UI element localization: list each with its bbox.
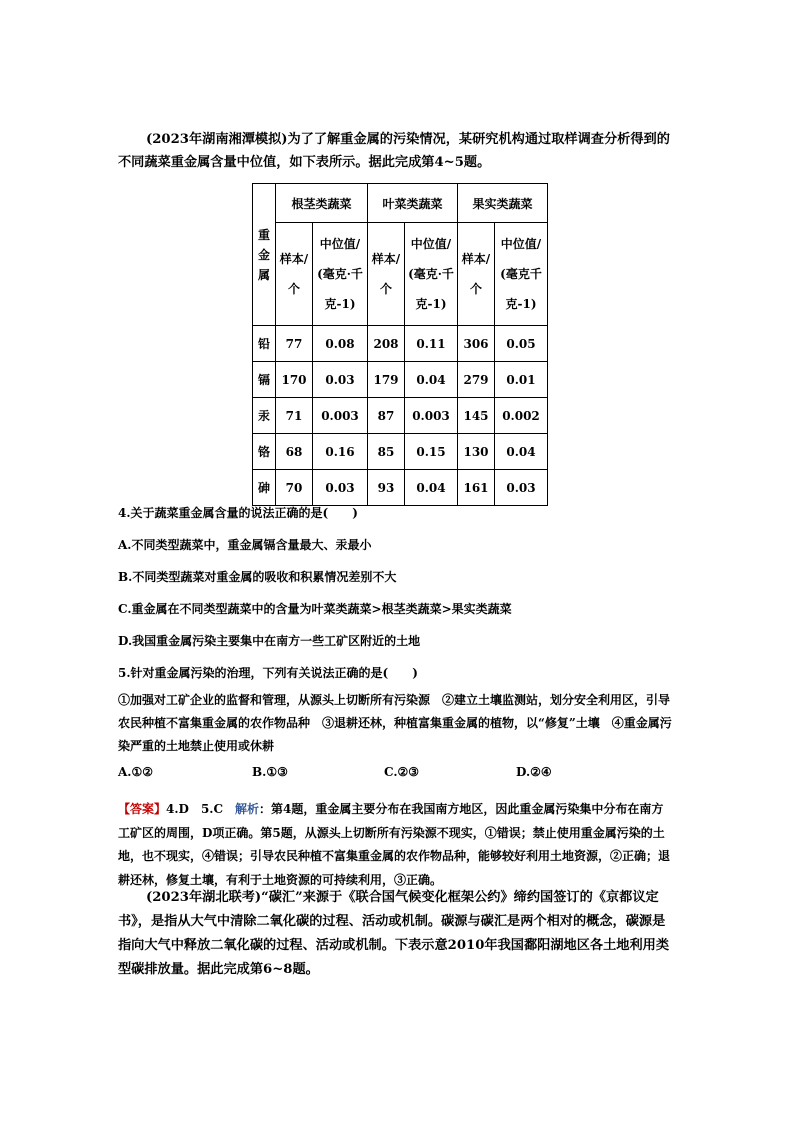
metal-name: 镉 [253, 362, 276, 398]
table-cell: 70 [276, 470, 313, 506]
question-5-option-c: C.②③ [384, 765, 420, 779]
table-cell: 145 [458, 398, 495, 434]
table-cell: 179 [368, 362, 405, 398]
question-4-option-a: A.不同类型蔬菜中，重金属镉含量最大、汞最小 [118, 538, 372, 552]
table-cell: 0.002 [495, 398, 548, 434]
table-cell: 77 [276, 326, 313, 362]
subheader-median-text: 中位值/(毫克千克-1) [500, 237, 542, 311]
table-cell: 161 [458, 470, 495, 506]
subheader-median [495, 223, 548, 326]
table-cell: 0.03 [495, 470, 548, 506]
question-5-option-d: D.②④ [516, 765, 552, 779]
table-row [253, 398, 548, 434]
table-cell: 0.15 [405, 434, 458, 470]
table-cell: 0.04 [495, 434, 548, 470]
subheader-sample-text: 样本/个 [279, 252, 309, 296]
table-cell: 0.08 [313, 326, 368, 362]
table-cell: 87 [368, 398, 405, 434]
table-cell: 0.04 [405, 470, 458, 506]
corner-label: 重金属 [258, 227, 271, 282]
table-cell: 0.11 [405, 326, 458, 362]
table-cell: 0.16 [313, 434, 368, 470]
subheader-sample-text: 样本/个 [371, 252, 401, 296]
subheader-sample-text: 样本/个 [461, 252, 491, 296]
group-header-fruit: 果实类蔬菜 [458, 184, 548, 223]
table-row [253, 362, 548, 398]
analysis-label: 解析 [235, 802, 260, 816]
answer-keys: 4.D 5.C [166, 802, 236, 816]
subheader-sample [276, 223, 313, 326]
metal-name: 砷 [253, 470, 276, 506]
subheader-median-text: 中位值/(毫克·千克-1) [408, 237, 454, 311]
table-cell: 170 [276, 362, 313, 398]
metal-name: 铅 [253, 326, 276, 362]
table-cell: 306 [458, 326, 495, 362]
table-row [253, 434, 548, 470]
answer-tag: 【答案】 [118, 802, 167, 816]
subheader-sample [458, 223, 495, 326]
metal-name: 汞 [253, 398, 276, 434]
question-5-body: ①加强对工矿企业的监督和管理，从源头上切断所有污染源 ②建立土壤监测站，划分安全利用区，引导农民种植不富集重金属的农作物品种 ③退耕还林，种植富集重金属的植物，以“修复”土壤 ④重金属污染严重的土地禁止使用或休耕 [118, 693, 672, 753]
question-5-option-b: B.①③ [252, 765, 288, 779]
table-cell: 71 [276, 398, 313, 434]
table-cell: 279 [458, 362, 495, 398]
subheader-median [405, 223, 458, 326]
table-cell: 93 [368, 470, 405, 506]
heavy-metal-table [252, 183, 548, 506]
table-cell: 0.01 [495, 362, 548, 398]
metal-name: 铬 [253, 434, 276, 470]
intro-paragraph-1: (2023年湖南湘潭模拟)为了了解重金属的污染情况，某研究机构通过取样调查分析得到的不同蔬菜重金属含量中位值，如下表所示。据此完成第4~5题。 [118, 132, 670, 170]
answer-block [118, 798, 673, 892]
group-header-leaf: 叶菜类蔬菜 [368, 184, 458, 223]
question-4-option-b: B.不同类型蔬菜对重金属的吸收和积累情况差别不大 [118, 570, 397, 584]
subheader-median-text: 中位值/(毫克·千克-1) [317, 237, 363, 311]
table-corner-header [253, 184, 276, 326]
table-cell: 0.05 [495, 326, 548, 362]
analysis-text: ：第4题，重金属主要分布在我国南方地区，因此重金属污染集中分布在南方工矿区的周围，D项正确。第5题，从源头上切断所有污染源不现实，①错误；禁止使用重金属污染的土地，也不现实，④错误；引导农民种植不富集重金属的农作物品种，能够较好利用土地资源，②正确；退耕还林，修复土壤，有利于土地资源的可持续利用，③正确。 [118, 802, 671, 887]
table-cell: 85 [368, 434, 405, 470]
table-cell: 0.003 [405, 398, 458, 434]
table-cell: 68 [276, 434, 313, 470]
intro-paragraph-2: (2023年湖北联考)“碳汇”来源于《联合国气候变化框架公约》缔约国签订的《京都议定书》，是指从大气中清除二氧化碳的过程、活动或机制。碳源与碳汇是两个相对的概念，碳源是指向大气中释放二氧化碳的过程、活动或机制。下表示意2010年我国鄱阳湖地区各土地利用类型碳排放量。据此完成第6~8题。 [118, 890, 670, 977]
question-4-option-d: D.我国重金属污染主要集中在南方一些工矿区附近的土地 [118, 634, 421, 648]
table-cell: 0.003 [313, 398, 368, 434]
group-header-root: 根茎类蔬菜 [276, 184, 368, 223]
table-cell: 0.04 [405, 362, 458, 398]
table-row [253, 470, 548, 506]
question-5-option-a: A.①② [118, 765, 154, 779]
question-4-stem: 4.关于蔬菜重金属含量的说法正确的是( ) [118, 506, 358, 520]
table-row [253, 326, 548, 362]
table-cell: 130 [458, 434, 495, 470]
table-cell: 0.03 [313, 362, 368, 398]
question-5-stem: 5.针对重金属污染的治理，下列有关说法正确的是( ) [118, 666, 418, 680]
table-cell: 208 [368, 326, 405, 362]
subheader-median [313, 223, 368, 326]
subheader-sample [368, 223, 405, 326]
question-4-option-c: C.重金属在不同类型蔬菜中的含量为叶菜类蔬菜>根茎类蔬菜>果实类蔬菜 [118, 602, 512, 616]
table-cell: 0.03 [313, 470, 368, 506]
